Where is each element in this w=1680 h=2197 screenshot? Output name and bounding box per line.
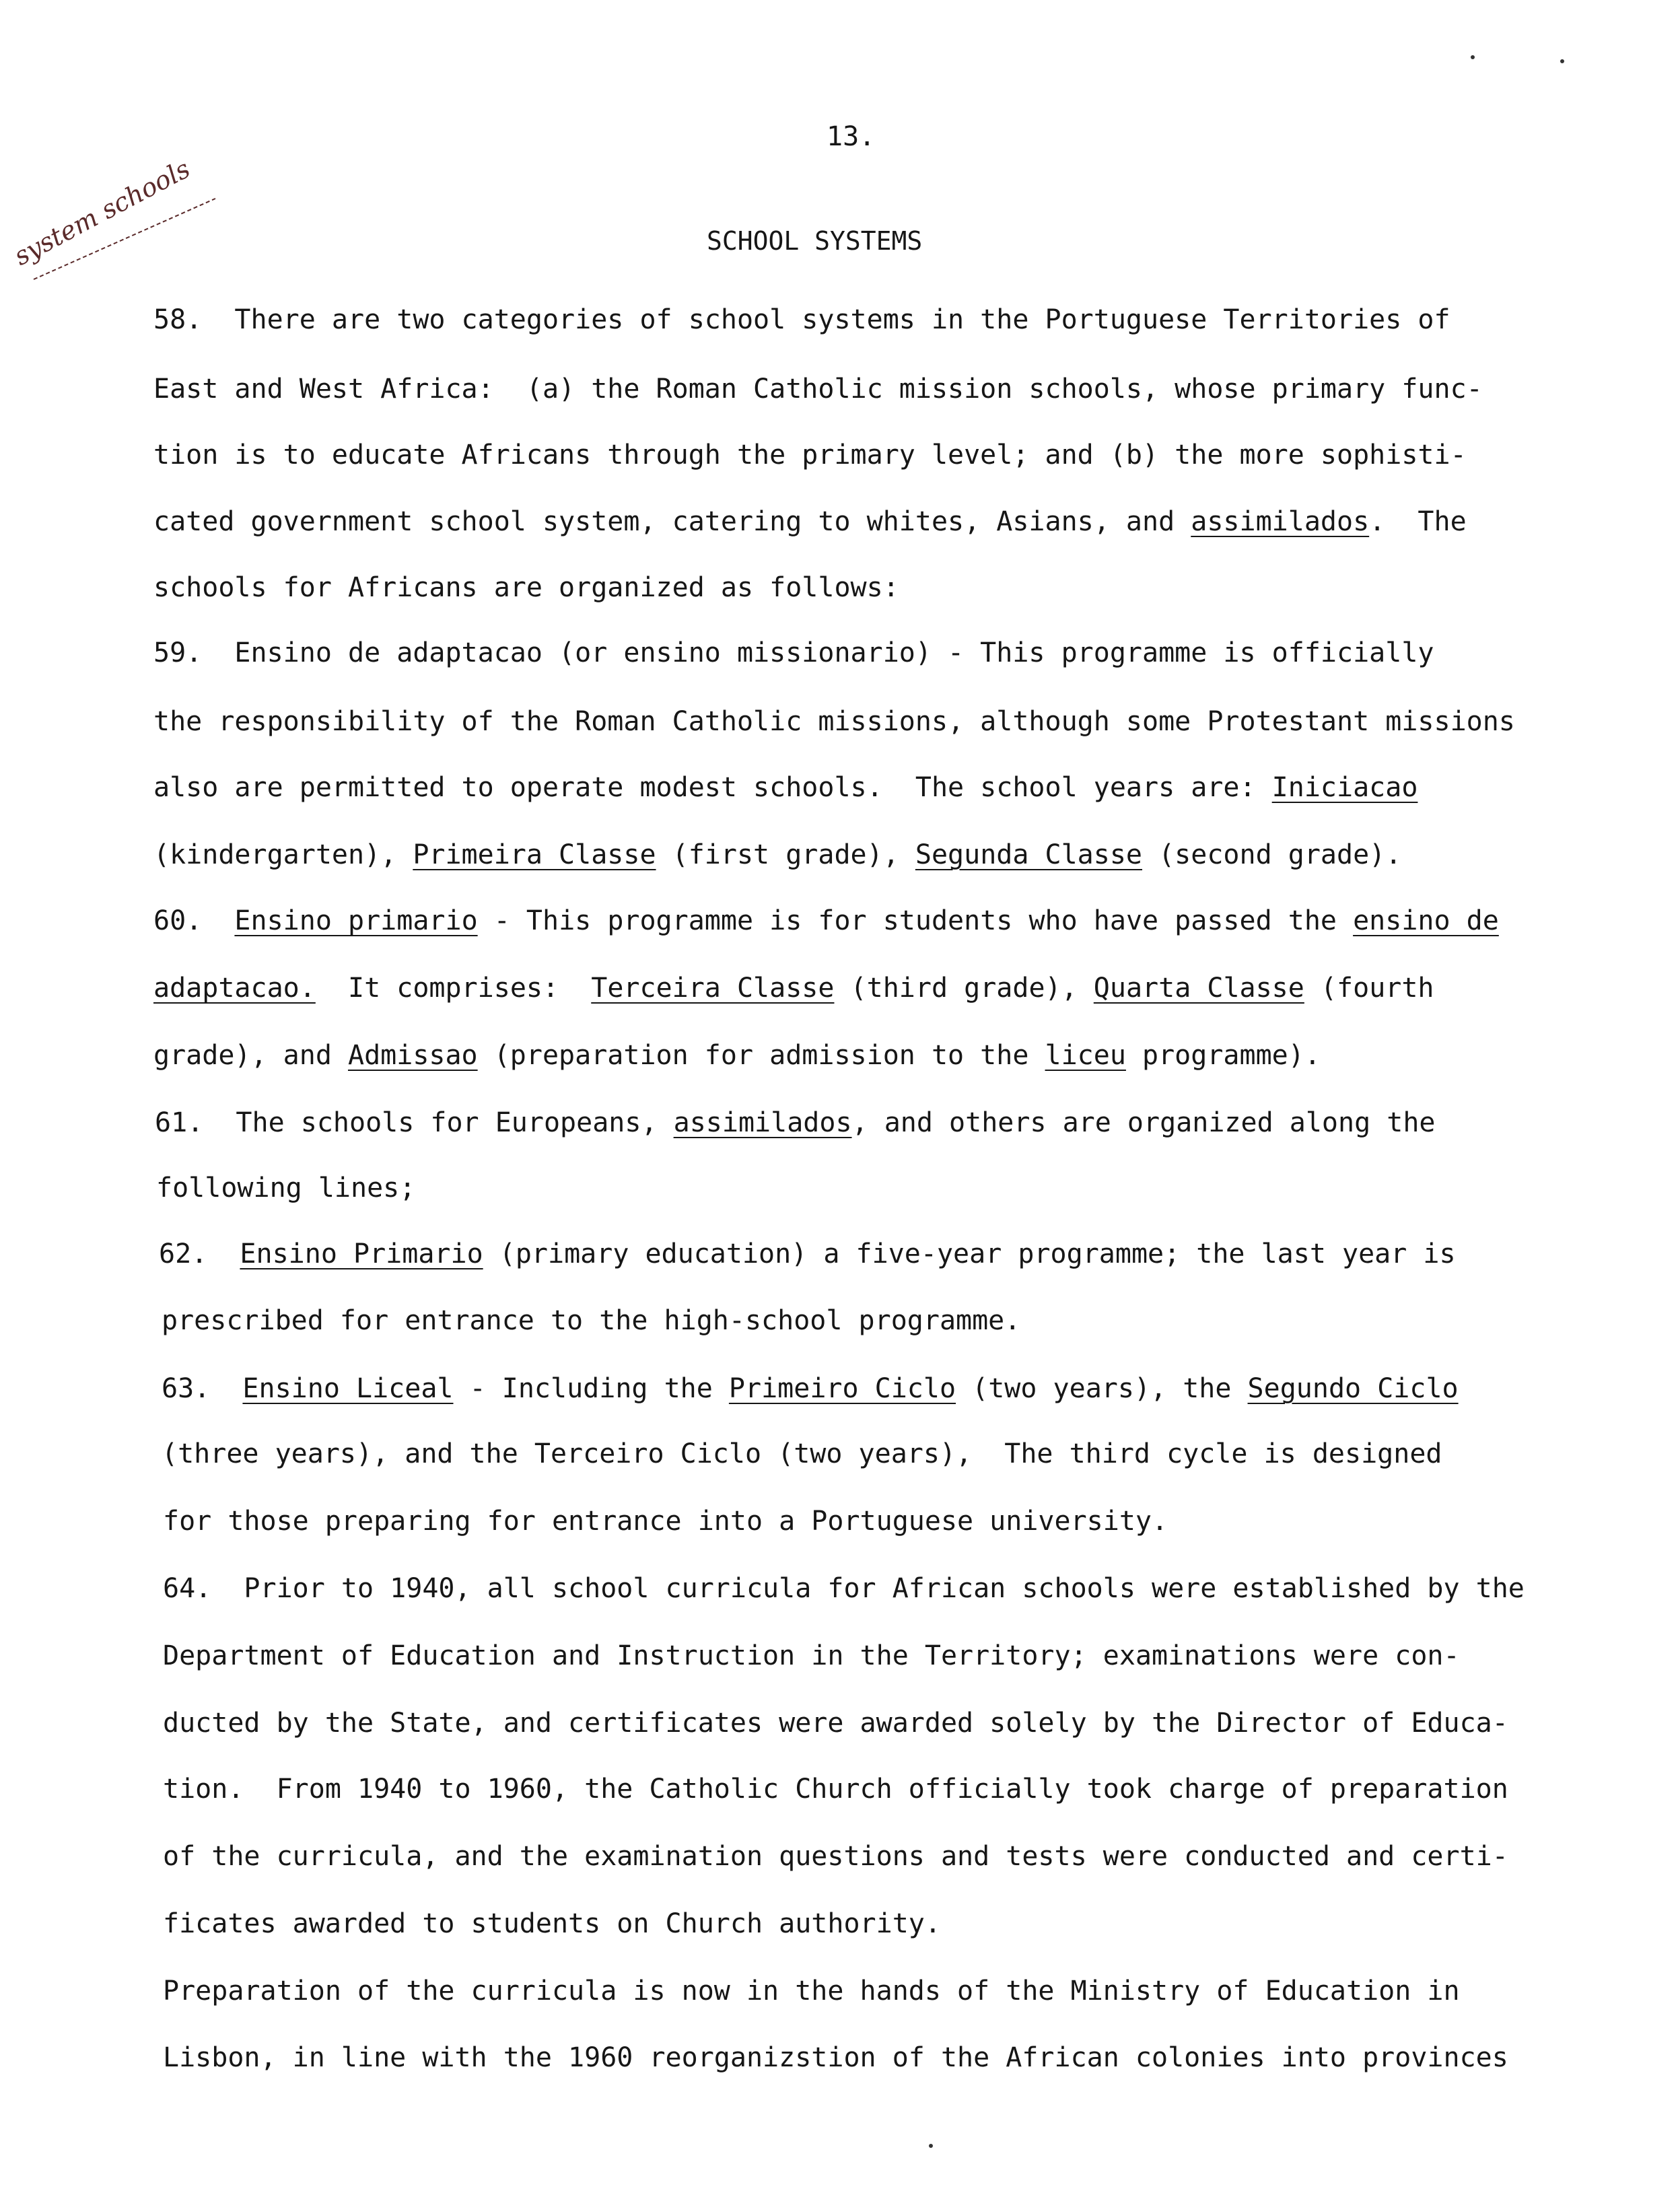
text-run: (second grade).: [1142, 839, 1402, 870]
text-run: 59. Ensino de adaptacao (or ensino missionario) - This programme is officially: [153, 637, 1434, 668]
text-run: (first grade),: [656, 839, 915, 870]
text-line: [153, 442, 1467, 468]
scan-speck: [929, 2144, 933, 2148]
text-run: 60.: [153, 905, 235, 936]
underlined-term: Ensino primario: [234, 905, 478, 936]
text-run: ducted by the State, and certificates were awarded solely by the Director of Educa-: [163, 1708, 1508, 1739]
text-run: programme).: [1125, 1040, 1321, 1071]
text-line: [153, 639, 1434, 666]
text-run: (kindergarten),: [153, 839, 413, 870]
text-run: 58. There are two categories of school systems in the Portuguese Territories of: [153, 304, 1450, 335]
text-line: [163, 1575, 1525, 1602]
text-line: [155, 1109, 1435, 1136]
underlined-term: assimilados: [673, 1107, 852, 1138]
text-run: Lisbon, in line with the 1960 reorganizstion of the African colonies into provinces: [163, 2042, 1508, 2073]
text-run: prescribed for entrance to the high-school programme.: [162, 1305, 1021, 1336]
scan-speck: [1560, 59, 1564, 63]
text-run: Department of Education and Instruction in the Territory; examinations were con-: [163, 1640, 1460, 1671]
text-run: 63.: [162, 1373, 243, 1404]
text-line: [156, 1173, 416, 1204]
text-run: , and others are organized along the: [851, 1107, 1436, 1138]
underlined-term: Ensino Primario: [240, 1239, 483, 1269]
underlined-term: Segunda Classe: [915, 839, 1143, 870]
underlined-term: Iniciacao: [1271, 772, 1418, 803]
underlined-term: Segundo Ciclo: [1247, 1373, 1459, 1404]
text-run: - Including the: [453, 1373, 729, 1404]
text-run: the responsibility of the Roman Catholic missions, although some Protestant missions: [153, 706, 1515, 737]
underlined-term: Terceira Classe: [591, 973, 835, 1004]
text-line: [153, 708, 1515, 735]
text-line: [153, 574, 899, 601]
text-line: [162, 1375, 1459, 1402]
text-line: [163, 1976, 1460, 2007]
text-line: [153, 774, 1418, 801]
text-line: [163, 1508, 1168, 1535]
text-run: East and West Africa: (a) the Roman Catholic mission schools, whose primary func-: [153, 374, 1483, 405]
annotation-text: system schools: [9, 153, 195, 271]
text-line: [163, 1710, 1508, 1737]
text-run: It comprises:: [315, 973, 592, 1004]
text-line: [153, 841, 1401, 868]
text-run: (two years), the: [956, 1373, 1248, 1404]
underlined-term: Admissao: [347, 1040, 478, 1071]
text-run: cated government school system, catering to whites, Asians, and: [153, 506, 1191, 537]
text-run: tion. From 1940 to 1960, the Catholic Church officially took charge of preparation: [163, 1774, 1508, 1805]
text-run: 62.: [159, 1239, 240, 1269]
text-run: following lines;: [156, 1173, 416, 1204]
text-line: [153, 306, 1450, 333]
text-line: [163, 1776, 1508, 1803]
margin-annotation: [9, 153, 236, 293]
text-run: 64. Prior to 1940, all school curricula for African schools were established by the: [163, 1573, 1525, 1604]
text-run: schools for Africans are organized as follows:: [153, 572, 899, 603]
underlined-term: assimilados: [1191, 506, 1370, 537]
text-run: tion is to educate Africans through the primary level; and (b) the more sophisti-: [153, 440, 1467, 470]
text-run: . The: [1369, 506, 1467, 537]
text-line: [163, 1843, 1508, 1870]
text-line: [153, 975, 1434, 1002]
underlined-term: Primeiro Ciclo: [728, 1373, 956, 1404]
text-line: [163, 1642, 1460, 1669]
text-run: (preparation for admission to the: [477, 1040, 1045, 1071]
text-run: for those preparing for entrance into a Portuguese university.: [163, 1506, 1168, 1537]
text-run: ficates awarded to students on Church authority.: [163, 1908, 941, 1939]
text-run: (fourth: [1304, 973, 1434, 1004]
text-run: (third grade),: [834, 973, 1094, 1004]
text-run: grade), and: [153, 1040, 348, 1071]
text-line: [153, 1042, 1321, 1069]
text-run: - This programme is for students who have passed the: [477, 905, 1354, 936]
text-line: [153, 376, 1483, 403]
text-run: Preparation of the curricula is now in the hands of the Ministry of Education in: [163, 1976, 1460, 2007]
underlined-term: Ensino Liceal: [242, 1373, 454, 1404]
section-heading: SCHOOL SYSTEMS: [707, 226, 923, 256]
underlined-term: adaptacao.: [153, 973, 316, 1004]
text-line: [163, 1910, 941, 1937]
text-run: also are permitted to operate modest schools. The school years are:: [153, 772, 1272, 803]
text-line: [153, 907, 1499, 934]
underlined-term: Quarta Classe: [1093, 973, 1304, 1004]
underlined-term: liceu: [1045, 1040, 1126, 1071]
scan-speck: [1471, 55, 1475, 59]
text-line: [163, 2044, 1508, 2071]
text-run: (three years), and the Terceiro Ciclo (two years), The third cycle is designed: [162, 1438, 1442, 1469]
underlined-term: Primeira Classe: [413, 839, 656, 870]
text-line: [162, 1307, 1020, 1334]
text-line: [162, 1440, 1442, 1467]
text-run: 61. The schools for Europeans,: [155, 1107, 674, 1138]
text-run: of the curricula, and the examination questions and tests were conducted and certi-: [163, 1841, 1508, 1872]
text-line: [159, 1241, 1456, 1267]
text-run: (primary education) a five-year programme; the last year is: [483, 1239, 1456, 1269]
text-line: [153, 508, 1467, 535]
underlined-term: ensino de: [1353, 905, 1499, 936]
page-number: 13.: [827, 121, 876, 152]
